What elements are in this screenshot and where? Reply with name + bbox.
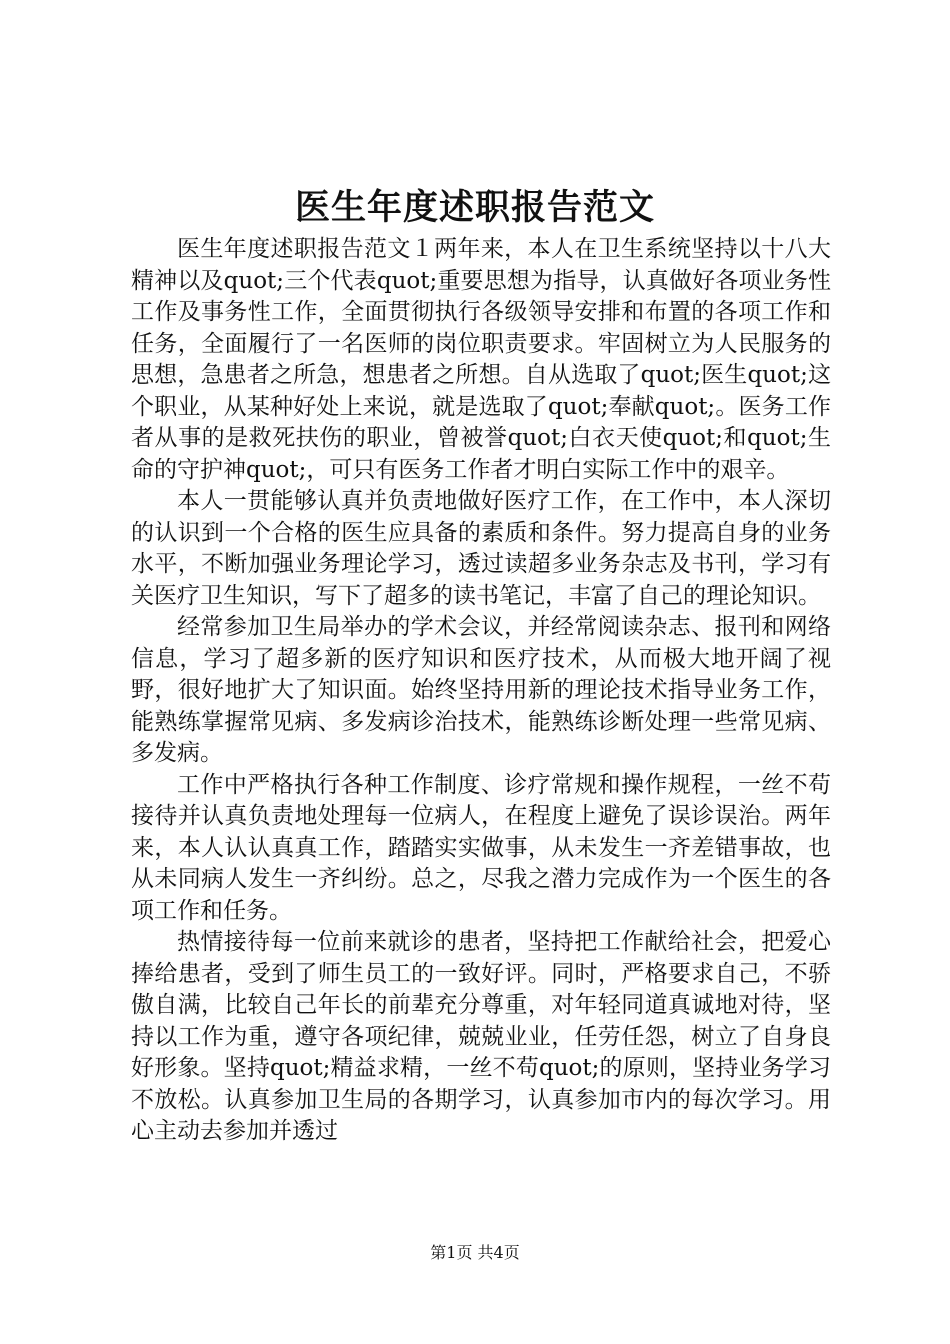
paragraph-3: 经常参加卫生局举办的学术会议，并经常阅读杂志、报刊和网络信息，学习了超多新的医疗知识和医疗技术，从而极大地开阔了视野，很好地扩大了知识面。始终坚持用新的理论技术指导业务工作，能熟练掌握常见病、多发病诊治技术，能熟练诊断处理一些常见病、多发病。 <box>131 614 831 766</box>
paragraph-5: 热情接待每一位前来就诊的患者，坚持把工作献给社会，把爱心捧给患者，受到了师生员工的一致好评。同时，严格要求自己，不骄傲自满，比较自己年长的前辈充分尊重，对年轻同道真诚地对待，坚持以工作为重，遵守各项纪律，兢兢业业，任劳任怨，树立了自身良好形象。坚持quot;精益求精，一丝不苟quot;的原则，坚持业务学习不放松。认真参加卫生局的各期学习，认真参加市内的每次学习。用心主动去参加并透过 <box>131 929 831 1144</box>
document-title: 医生年度述职报告范文 <box>294 187 655 228</box>
paragraph-1: 医生年度述职报告范文１两年来，本人在卫生系统坚持以十八大精神以及quot;三个代表quot;重要思想为指导，认真做好各项业务性工作及事务性工作，全面贯彻执行各级领导安排和布置的各项工作和任务，全面履行了一名医师的岗位职责要求。牢固树立为人民服务的思想，急患者之所急，想患者之所想。自从选取了quot;医生quot;这个职业，从某种好处上来说，就是选取了quot;奉献quot;。医务工作者从事的是救死扶伤的职业，曾被誉quot;白衣天使quot;和quot;生命的守护神quot;，可只有医务工作者才明白实际工作中的艰辛。 <box>131 236 831 483</box>
paragraph-4: 工作中严格执行各种工作制度、诊疗常规和操作规程，一丝不苟接待并认真负责地处理每一位病人，在程度上避免了误诊误治。两年来，本人认认真真工作，踏踏实实做事，从未发生一齐差错事故，也从未同病人发生一齐纠纷。总之，尽我之潜力完成作为一个医生的各项工作和任务。 <box>131 771 831 924</box>
page-footer: 第1页 共4页 <box>430 1243 520 1262</box>
document-body <box>131 234 831 1148</box>
paragraph-2: 本人一贯能够认真并负责地做好医疗工作，在工作中，本人深切的认识到一个合格的医生应具备的素质和条件。努力提高自身的业务水平，不断加强业务理论学习，透过读超多业务杂志及书刊，学习有关医疗卫生知识，写下了超多的读书笔记，丰富了自己的理论知识。 <box>131 488 831 609</box>
